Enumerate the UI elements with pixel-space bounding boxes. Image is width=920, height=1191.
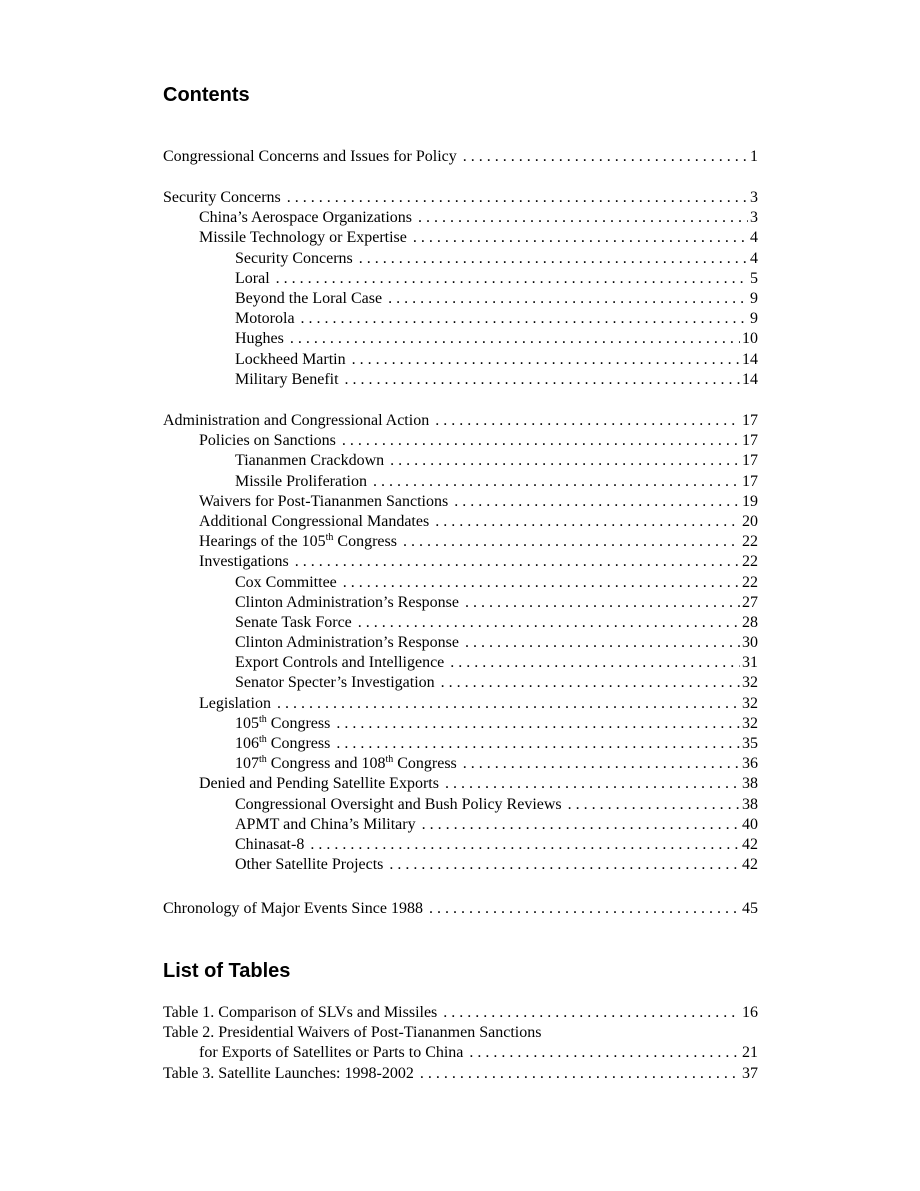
toc-entry-title: Clinton Administration’s Response: [235, 593, 460, 611]
toc-entry-page: 4: [750, 229, 758, 247]
toc-entry[interactable]: [163, 815, 758, 835]
toc-section-2: [163, 188, 758, 390]
toc-entry-title: Investigations: [199, 553, 289, 571]
toc-entry[interactable]: [163, 855, 758, 875]
dot-leader: [420, 1064, 740, 1084]
toc-entry[interactable]: [163, 249, 758, 269]
dot-leader: [295, 552, 740, 572]
toc-entry[interactable]: [163, 754, 758, 774]
table-entry-page: 37: [742, 1064, 758, 1082]
toc-entry[interactable]: [163, 431, 758, 451]
toc-entry-title: Congressional Oversight and Bush Policy Reviews: [235, 795, 562, 813]
toc-entry-title: Additional Congressional Mandates: [199, 512, 430, 530]
toc-entry-title-text: Hearings of the 105: [199, 533, 326, 551]
dot-leader: [290, 329, 740, 349]
toc-entry-title-text: Congress and 108: [266, 755, 386, 773]
toc-entry-page: 31: [742, 654, 758, 672]
toc-entry[interactable]: [163, 593, 758, 613]
toc-entry-title-text: 107: [235, 755, 259, 773]
ordinal-suffix: th: [325, 532, 334, 544]
toc-entry-page: 14: [742, 350, 758, 368]
dot-leader: [465, 633, 740, 653]
table-entry-continued[interactable]: [163, 1043, 758, 1063]
toc-entry-title: Chronology of Major Events Since 1988: [163, 900, 423, 917]
toc-entry-page: 22: [742, 573, 758, 591]
dot-leader: [443, 1003, 740, 1023]
toc-entry-title-text: Congress: [266, 735, 331, 752]
dot-leader: [435, 411, 740, 431]
toc-entry-page: 14: [742, 370, 758, 388]
toc-entry[interactable]: [163, 795, 758, 815]
toc-entry-title: [235, 734, 330, 754]
toc-entry[interactable]: [163, 147, 758, 167]
dot-leader: [277, 694, 740, 714]
dot-leader: [454, 492, 740, 512]
toc-entry-title: Administration and Congressional Action: [163, 412, 430, 429]
toc-entry-title: China’s Aerospace Organizations: [199, 209, 412, 227]
toc-entry-page: 45: [742, 900, 758, 917]
dot-leader: [343, 573, 740, 593]
toc-entry-title: Lockheed Martin: [235, 350, 346, 368]
toc-entry-title: Senate Task Force: [235, 613, 352, 631]
toc-entry-page: 17: [742, 452, 758, 470]
toc-entry[interactable]: [163, 714, 758, 734]
toc-entry-title: Motorola: [235, 310, 295, 328]
toc-entry-page: 28: [742, 613, 758, 631]
dot-leader: [310, 835, 740, 855]
toc-entry[interactable]: [163, 899, 758, 919]
toc-entry[interactable]: [163, 552, 758, 572]
toc-entry-title-text: 105: [235, 714, 259, 732]
toc-entry-page: 35: [742, 735, 758, 752]
toc-entry-title: Congressional Concerns and Issues for Policy: [163, 148, 457, 165]
toc-entry[interactable]: [163, 532, 758, 552]
dot-leader: [469, 1043, 740, 1063]
toc-entry[interactable]: [163, 411, 758, 431]
toc-entry-title: Military Benefit: [235, 370, 339, 388]
toc-entry[interactable]: [163, 451, 758, 471]
toc-entry-title-text: Congress: [333, 533, 397, 551]
toc-entry[interactable]: [163, 512, 758, 532]
toc-entry-title: [235, 754, 457, 774]
dot-leader: [445, 774, 740, 794]
toc-entry-page: 9: [750, 310, 758, 328]
toc-entry-page: 3: [750, 209, 758, 227]
toc-entry[interactable]: [163, 835, 758, 855]
dot-leader: [435, 512, 740, 532]
toc-entry-title: Loral: [235, 269, 270, 287]
toc-entry[interactable]: [163, 289, 758, 309]
toc-entry-title: Security Concerns: [235, 249, 353, 267]
table-entry-title: Table 3. Satellite Launches: 1998-2002: [163, 1064, 414, 1082]
toc-entry[interactable]: [163, 188, 758, 208]
toc-entry-title: [199, 532, 397, 552]
table-entry-title: Table 1. Comparison of SLVs and Missiles: [163, 1004, 438, 1021]
toc-entry-page: 36: [742, 755, 758, 773]
toc-entry-title: Tiananmen Crackdown: [235, 452, 385, 470]
toc-entry[interactable]: [163, 734, 758, 754]
dot-leader: [429, 899, 740, 919]
toc-section-4: [163, 899, 758, 919]
dot-leader: [342, 431, 740, 451]
dot-leader: [463, 147, 748, 167]
toc-entry-page: 30: [742, 634, 758, 652]
toc-entry-page: 17: [742, 412, 758, 429]
dot-leader: [463, 754, 740, 774]
dot-leader: [276, 269, 748, 289]
dot-leader: [450, 653, 740, 673]
dot-leader: [359, 249, 748, 269]
dot-leader: [441, 673, 740, 693]
toc-entry[interactable]: [163, 269, 758, 289]
toc-entry-title: Missile Proliferation: [235, 472, 367, 490]
table-entry-title: for Exports of Satellites or Parts to China: [199, 1044, 464, 1062]
dot-leader: [345, 370, 740, 390]
toc-section-1: [163, 147, 758, 167]
toc-entry-page: 32: [742, 674, 758, 692]
toc-entry-page: 42: [742, 856, 758, 874]
toc-entry-title: Cox Committee: [235, 573, 337, 591]
toc-entry-page: 17: [742, 472, 758, 490]
toc-entry-page: 38: [742, 775, 758, 793]
dot-leader: [358, 613, 740, 633]
toc-entry-page: 27: [742, 593, 758, 611]
dot-leader: [336, 734, 740, 754]
toc-entry-title: Beyond the Loral Case: [235, 289, 383, 307]
toc-entry[interactable]: [163, 208, 758, 228]
toc-entry[interactable]: [163, 492, 758, 512]
toc-entry[interactable]: [163, 694, 758, 714]
ordinal-suffix: th: [259, 754, 267, 766]
toc-entry-title: Denied and Pending Satellite Exports: [199, 775, 439, 793]
toc-entry[interactable]: [163, 329, 758, 349]
toc-entry-title: APMT and China’s Military: [235, 815, 416, 833]
toc-entry-page: 32: [742, 694, 758, 712]
toc-entry-title: Missile Technology or Expertise: [199, 229, 407, 247]
dot-leader: [390, 451, 740, 471]
toc-entry-page: 3: [750, 189, 758, 206]
toc-entry-page: 4: [750, 249, 758, 267]
dot-leader: [287, 188, 748, 208]
dot-leader: [389, 855, 740, 875]
toc-entry-title: Legislation: [199, 694, 271, 712]
table-entry-title: Table 2. Presidential Waivers of Post-Tiananmen Sanctions: [163, 1024, 542, 1042]
dot-leader: [301, 309, 748, 329]
list-of-tables-heading: List of Tables: [163, 960, 291, 982]
ordinal-suffix: th: [259, 734, 267, 745]
toc-entry-title-text: Congress: [393, 755, 457, 773]
toc-entry-page: 10: [742, 330, 758, 348]
table-entry-page: 16: [742, 1004, 758, 1021]
table-entry[interactable]: [163, 1023, 758, 1043]
dot-leader: [403, 532, 740, 552]
toc-entry-title: Clinton Administration’s Response: [235, 634, 460, 652]
toc-entry-title: [235, 714, 330, 734]
toc-section-3: [163, 411, 758, 875]
dot-leader: [352, 350, 740, 370]
toc-entry-page: 42: [742, 835, 758, 853]
toc-entry-page: 1: [750, 148, 758, 165]
toc-entry[interactable]: [163, 472, 758, 492]
toc-entry-page: 22: [742, 553, 758, 571]
toc-entry-page: 38: [742, 795, 758, 813]
toc-entry-title: Senator Specter’s Investigation: [235, 674, 435, 692]
toc-entry-title-text: 106: [235, 735, 259, 752]
dot-leader: [465, 593, 740, 613]
ordinal-suffix: th: [385, 754, 394, 766]
toc-entry[interactable]: [163, 653, 758, 673]
table-entry[interactable]: [163, 1003, 758, 1023]
toc-entry-title: Export Controls and Intelligence: [235, 654, 445, 672]
dot-leader: [418, 208, 748, 228]
toc-entry-title: Security Concerns: [163, 189, 281, 206]
toc-entry-page: 32: [742, 714, 758, 732]
toc-entry-title: Hughes: [235, 330, 284, 348]
dot-leader: [413, 228, 748, 248]
toc-entry-page: 9: [750, 289, 758, 307]
toc-entry-page: 20: [742, 512, 758, 530]
toc-entry[interactable]: [163, 350, 758, 370]
table-entry-page: 21: [742, 1044, 758, 1062]
dot-leader: [422, 815, 740, 835]
dot-leader: [388, 289, 748, 309]
toc-entry[interactable]: [163, 228, 758, 248]
ordinal-suffix: th: [259, 713, 267, 725]
toc-entry[interactable]: [163, 613, 758, 633]
toc-entry-title: Policies on Sanctions: [199, 432, 336, 450]
toc-entry-page: 5: [750, 269, 758, 287]
dot-leader: [336, 714, 740, 734]
toc-entry[interactable]: [163, 673, 758, 693]
dot-leader: [568, 795, 740, 815]
toc-entry-title: Other Satellite Projects: [235, 856, 384, 874]
toc-entry-page: 22: [742, 533, 758, 551]
list-of-tables: [163, 1003, 758, 1084]
toc-entry[interactable]: [163, 633, 758, 653]
toc-entry[interactable]: [163, 774, 758, 794]
table-entry[interactable]: [163, 1064, 758, 1084]
toc-entry-page: 19: [742, 492, 758, 510]
toc-entry-title: Chinasat-8: [235, 835, 305, 853]
toc-entry-title: Waivers for Post-Tiananmen Sanctions: [199, 492, 449, 510]
toc-entry[interactable]: [163, 573, 758, 593]
contents-heading: Contents: [163, 84, 250, 106]
toc-entry[interactable]: [163, 309, 758, 329]
toc-entry[interactable]: [163, 370, 758, 390]
toc-entry-page: 40: [742, 815, 758, 833]
toc-entry-title-text: Congress: [266, 714, 331, 732]
toc-entry-page: 17: [742, 432, 758, 450]
dot-leader: [373, 472, 740, 492]
